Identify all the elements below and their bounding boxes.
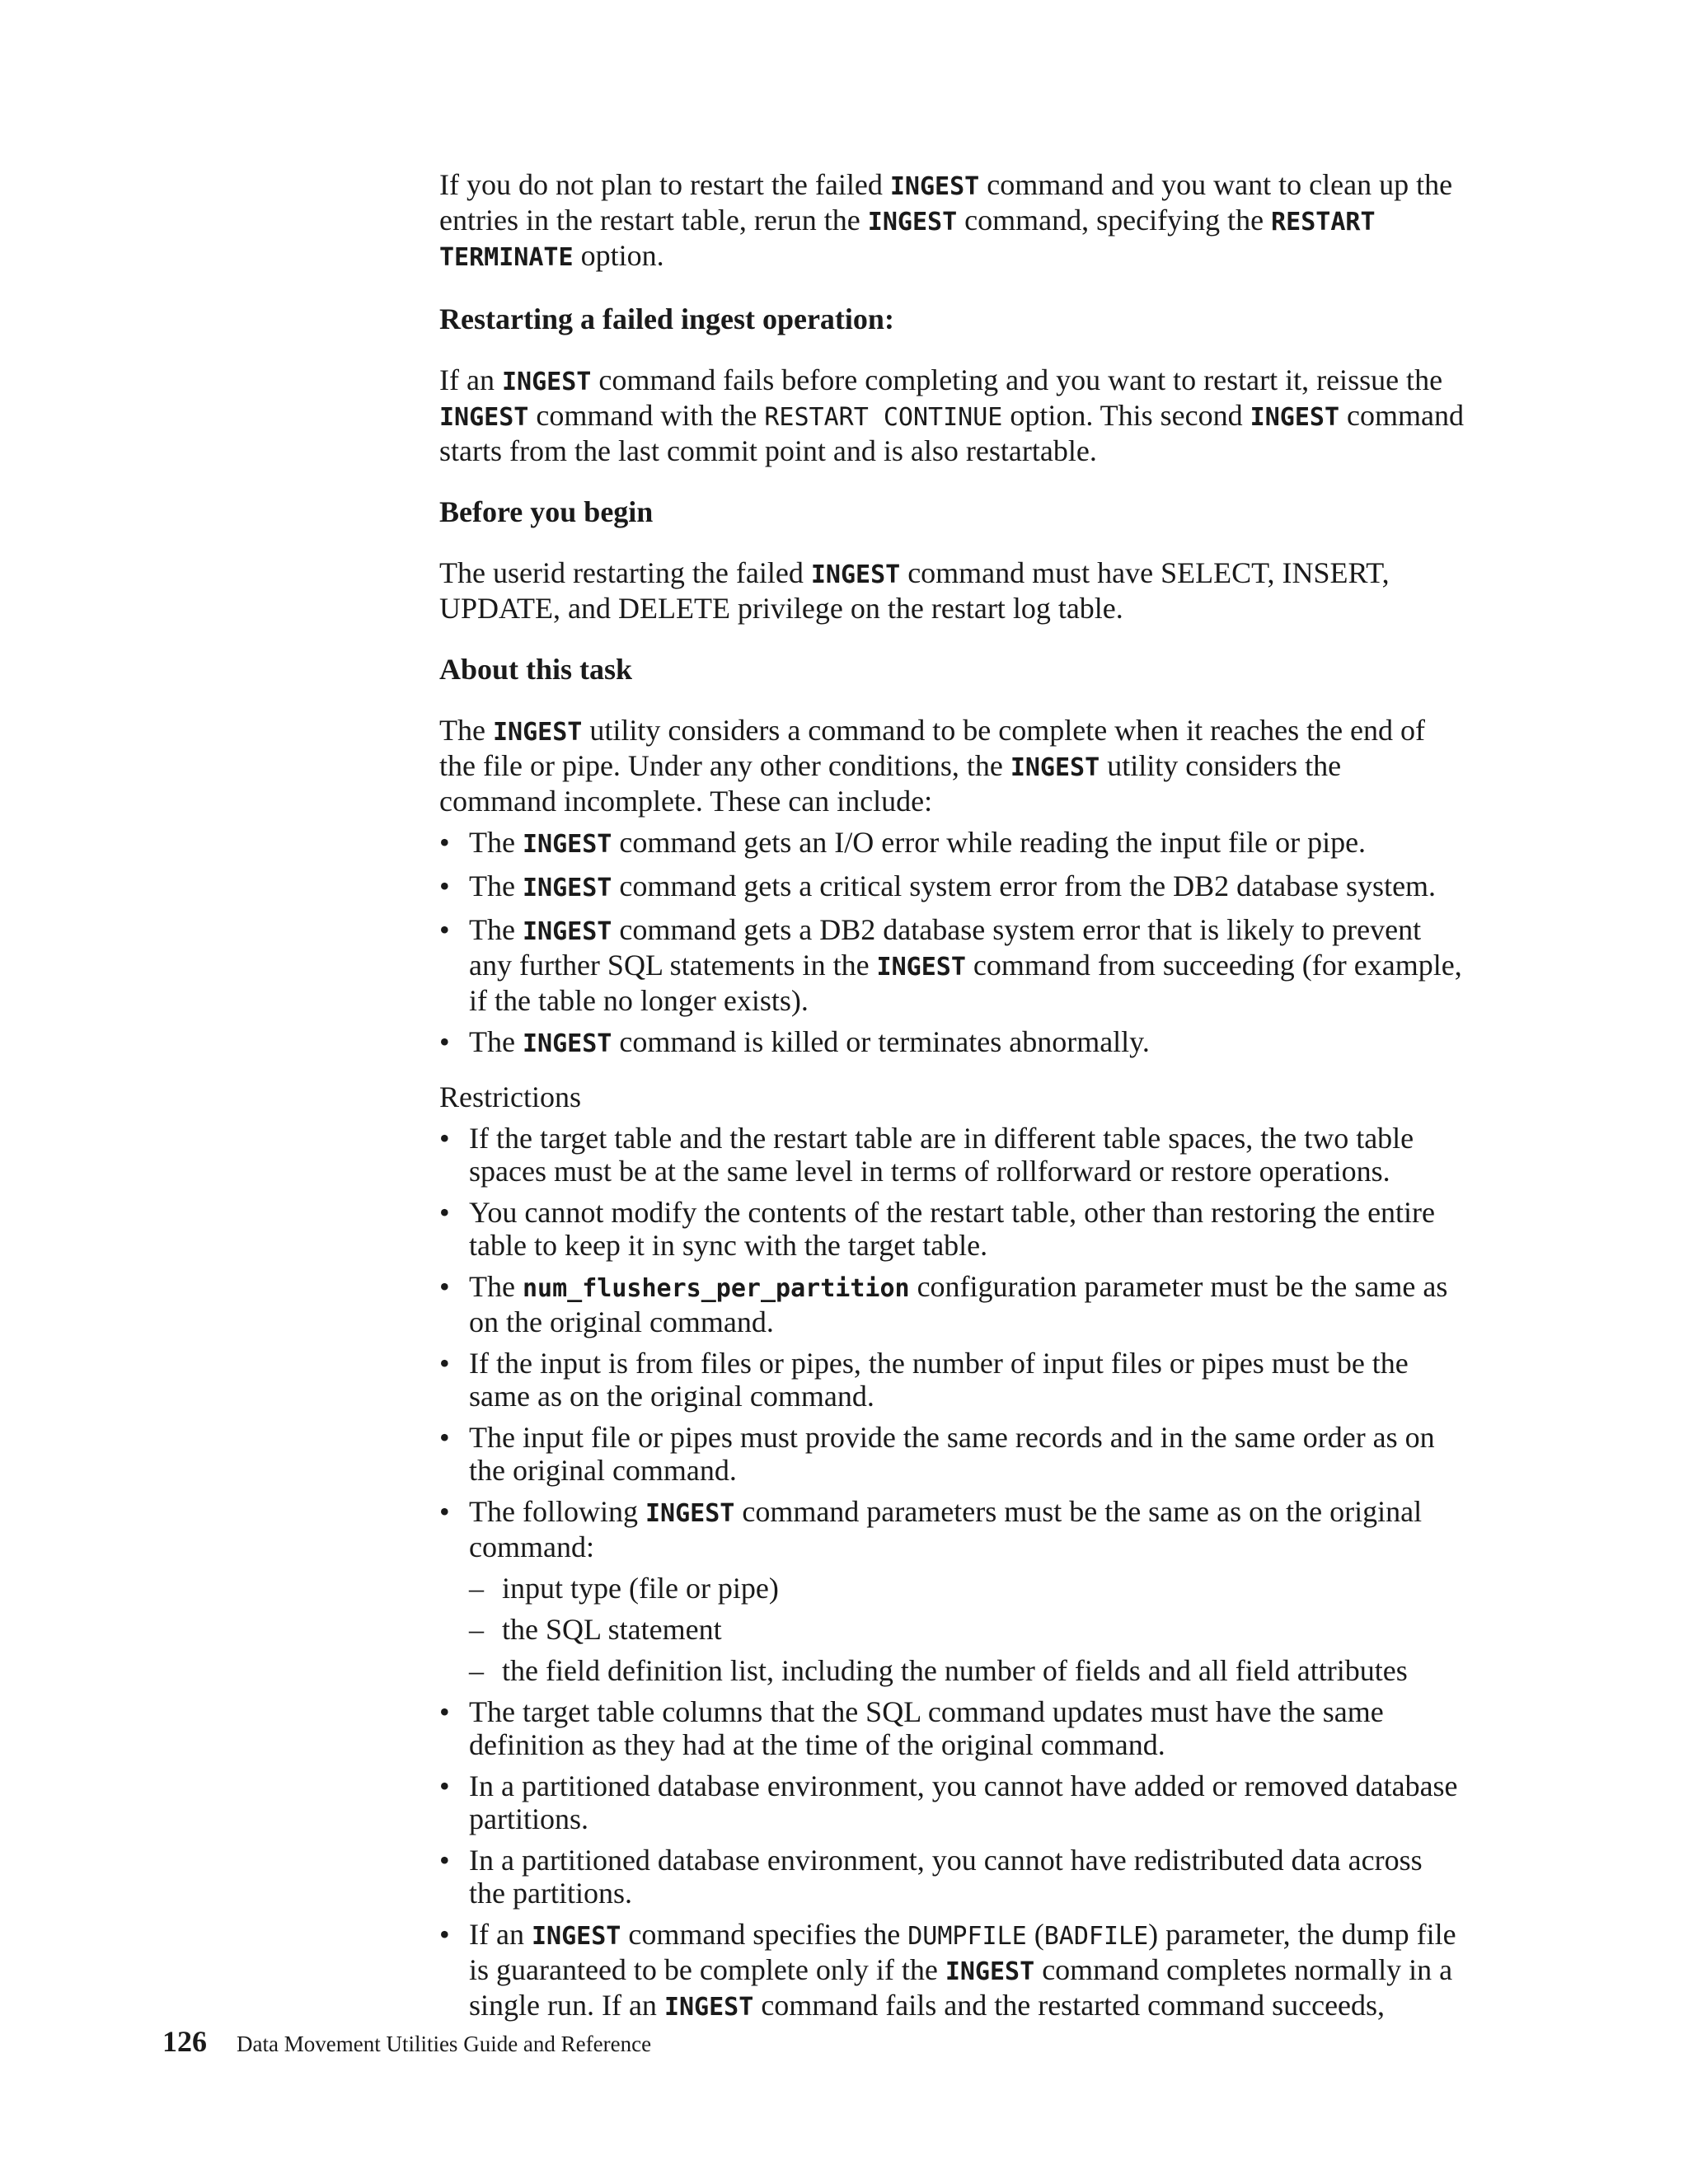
text: command parameters must be the same as on the original command: [469,1495,1423,1563]
list-item [439,869,1465,905]
code-ingest: INGEST [945,1957,1035,1986]
before-heading: Before you begin [439,495,654,528]
code-badfile: BADFILE [1043,1922,1149,1951]
restrictions-list [439,1122,1465,2024]
text: command from succeeding (for example, if the table no longer exists). [469,949,1462,1017]
text: input type (file or pipe) [502,1572,779,1605]
bullet-icon: • [439,1270,450,1303]
list-item [439,1122,1465,1188]
bullet-icon: • [439,1844,450,1877]
code-ingest: INGEST [492,718,583,747]
code-restart-terminate: RESTART TERMINATE [439,208,1376,272]
code-ingest: INGEST [889,172,980,201]
text: The [439,714,493,747]
code-parameter: num_flushers_per_partition [522,1274,910,1303]
text: In a partitioned database environment, you cannot have redistributed data across the partitions. [469,1844,1423,1910]
text: utility considers the command incomplete. These can include: [439,749,1342,818]
book-title: Data Movement Utilities Guide and Reference [237,2032,652,2056]
text: The [469,1270,523,1303]
text: The userid restarting the failed [439,556,811,589]
bullet-icon: • [439,869,450,902]
list-item [439,826,1465,861]
dash-icon: – [469,1613,484,1646]
bullet-icon: • [439,1347,450,1380]
restrictions-label: Restrictions [439,1080,581,1113]
text: command is killed or terminates abnormally. [612,1025,1150,1058]
code-ingest: INGEST [522,917,612,946]
page-footer [162,2025,651,2060]
text: The [469,1025,523,1058]
text: If an [439,363,502,396]
dash-icon: – [469,1572,484,1605]
list-item [439,1196,1465,1262]
code-ingest: INGEST [663,1993,754,2022]
code-ingest: INGEST [522,874,612,902]
parameter-sublist [469,1572,1465,1687]
text: command and you want to clean up the entries in the restart table, rerun the [439,168,1453,237]
text: In a partitioned database environment, you cannot have added or removed database partitions. [469,1769,1458,1835]
text: the field definition list, including the number of fields and all field attributes [502,1654,1408,1687]
list-item [439,1695,1465,1761]
code-ingest: INGEST [876,953,966,982]
text: the SQL statement [502,1613,722,1646]
list-item [439,1844,1465,1910]
code-ingest: INGEST [867,208,958,237]
text: option. [573,239,664,272]
before-paragraph [439,556,1465,625]
bullet-icon: • [439,1695,450,1728]
list-item [439,1025,1465,1061]
bullet-icon: • [439,1025,450,1058]
text: If you do not plan to restart the failed [439,168,890,201]
code-ingest: INGEST [439,403,529,432]
text: You cannot modify the contents of the restart table, other than restoring the entire table to keep it in sync with the target table. [469,1196,1436,1262]
text: command gets an I/O error while reading the input file or pipe. [612,826,1367,859]
list-item [439,1347,1465,1413]
main-content [439,168,1465,2032]
code-ingest: INGEST [522,1029,612,1058]
about-heading: About this task [439,653,633,686]
text: option. This second [1002,399,1250,432]
text: command completes normally in a single run. If an [469,1953,1453,2022]
code-ingest: INGEST [531,1922,621,1951]
incomplete-conditions-list [439,826,1465,1061]
text: command must have SELECT, INSERT, UPDATE, and DELETE privilege on the restart log table. [439,556,1390,625]
about-paragraph [439,714,1465,818]
bullet-icon: • [439,1918,450,1951]
text: command with the [528,399,765,432]
code-restart-continue: RESTART CONTINUE [764,403,1003,432]
text: command fails and the restarted command succeeds, [753,1989,1386,2022]
text: command gets a critical system error from the DB2 database system. [612,869,1437,902]
dash-icon: – [469,1654,484,1687]
text: If the input is from files or pipes, the number of input files or pipes must be the same as on the original command. [469,1347,1409,1413]
text: command specifies the [621,1918,908,1951]
text: The target table columns that the SQL command updates must have the same definition as they had at the time of the original command. [469,1695,1384,1761]
text: command starts from the last commit point and is also restartable. [439,399,1464,467]
text: The [469,869,523,902]
text: ) parameter, the dump file is guaranteed to be complete only if the [469,1918,1456,1986]
bullet-icon: • [439,826,450,859]
list-item [439,1918,1465,2024]
text: configuration parameter must be the same as on the original command. [469,1270,1448,1338]
page-number: 126 [162,2025,207,2058]
bullet-icon: • [439,913,450,946]
code-ingest: INGEST [1250,403,1340,432]
text: The [469,913,523,946]
sublist-item [469,1613,1465,1646]
bullet-icon: • [439,1122,450,1155]
text: The following [469,1495,645,1528]
text: ( [1026,1918,1044,1951]
code-dumpfile: DUMPFILE [907,1922,1027,1951]
intro-paragraph [439,168,1465,274]
code-ingest: INGEST [1010,753,1100,782]
code-ingest: INGEST [645,1499,735,1528]
sublist-item [469,1654,1465,1687]
list-item [439,1421,1465,1487]
bullet-icon: • [439,1196,450,1229]
restart-heading: Restarting a failed ingest operation: [439,302,894,335]
bullet-icon: • [439,1421,450,1454]
code-ingest: INGEST [522,830,612,859]
text: If the target table and the restart table are in different table spaces, the two table spaces must be at the same level in terms of rollforward or restore operations. [469,1122,1414,1188]
restart-paragraph [439,363,1465,467]
code-ingest: INGEST [810,560,901,589]
text: The [469,826,523,859]
text: command gets a DB2 database system error that is likely to prevent any further SQL statements in the [469,913,1422,982]
list-item [439,913,1465,1017]
list-item [439,1270,1465,1338]
text: If an [469,1918,532,1951]
list-item [439,1769,1465,1835]
sublist-item [469,1572,1465,1605]
list-item [439,1495,1465,1687]
text: The input file or pipes must provide the same records and in the same order as on the original command. [469,1421,1435,1487]
text: command fails before completing and you want to restart it, reissue the [591,363,1443,396]
code-ingest: INGEST [501,368,592,396]
bullet-icon: • [439,1495,450,1528]
bullet-icon: • [439,1769,450,1802]
text: utility considers a command to be complete when it reaches the end of the file or pipe. Under any other conditions, the [439,714,1426,782]
text: command, specifying the [957,204,1272,237]
